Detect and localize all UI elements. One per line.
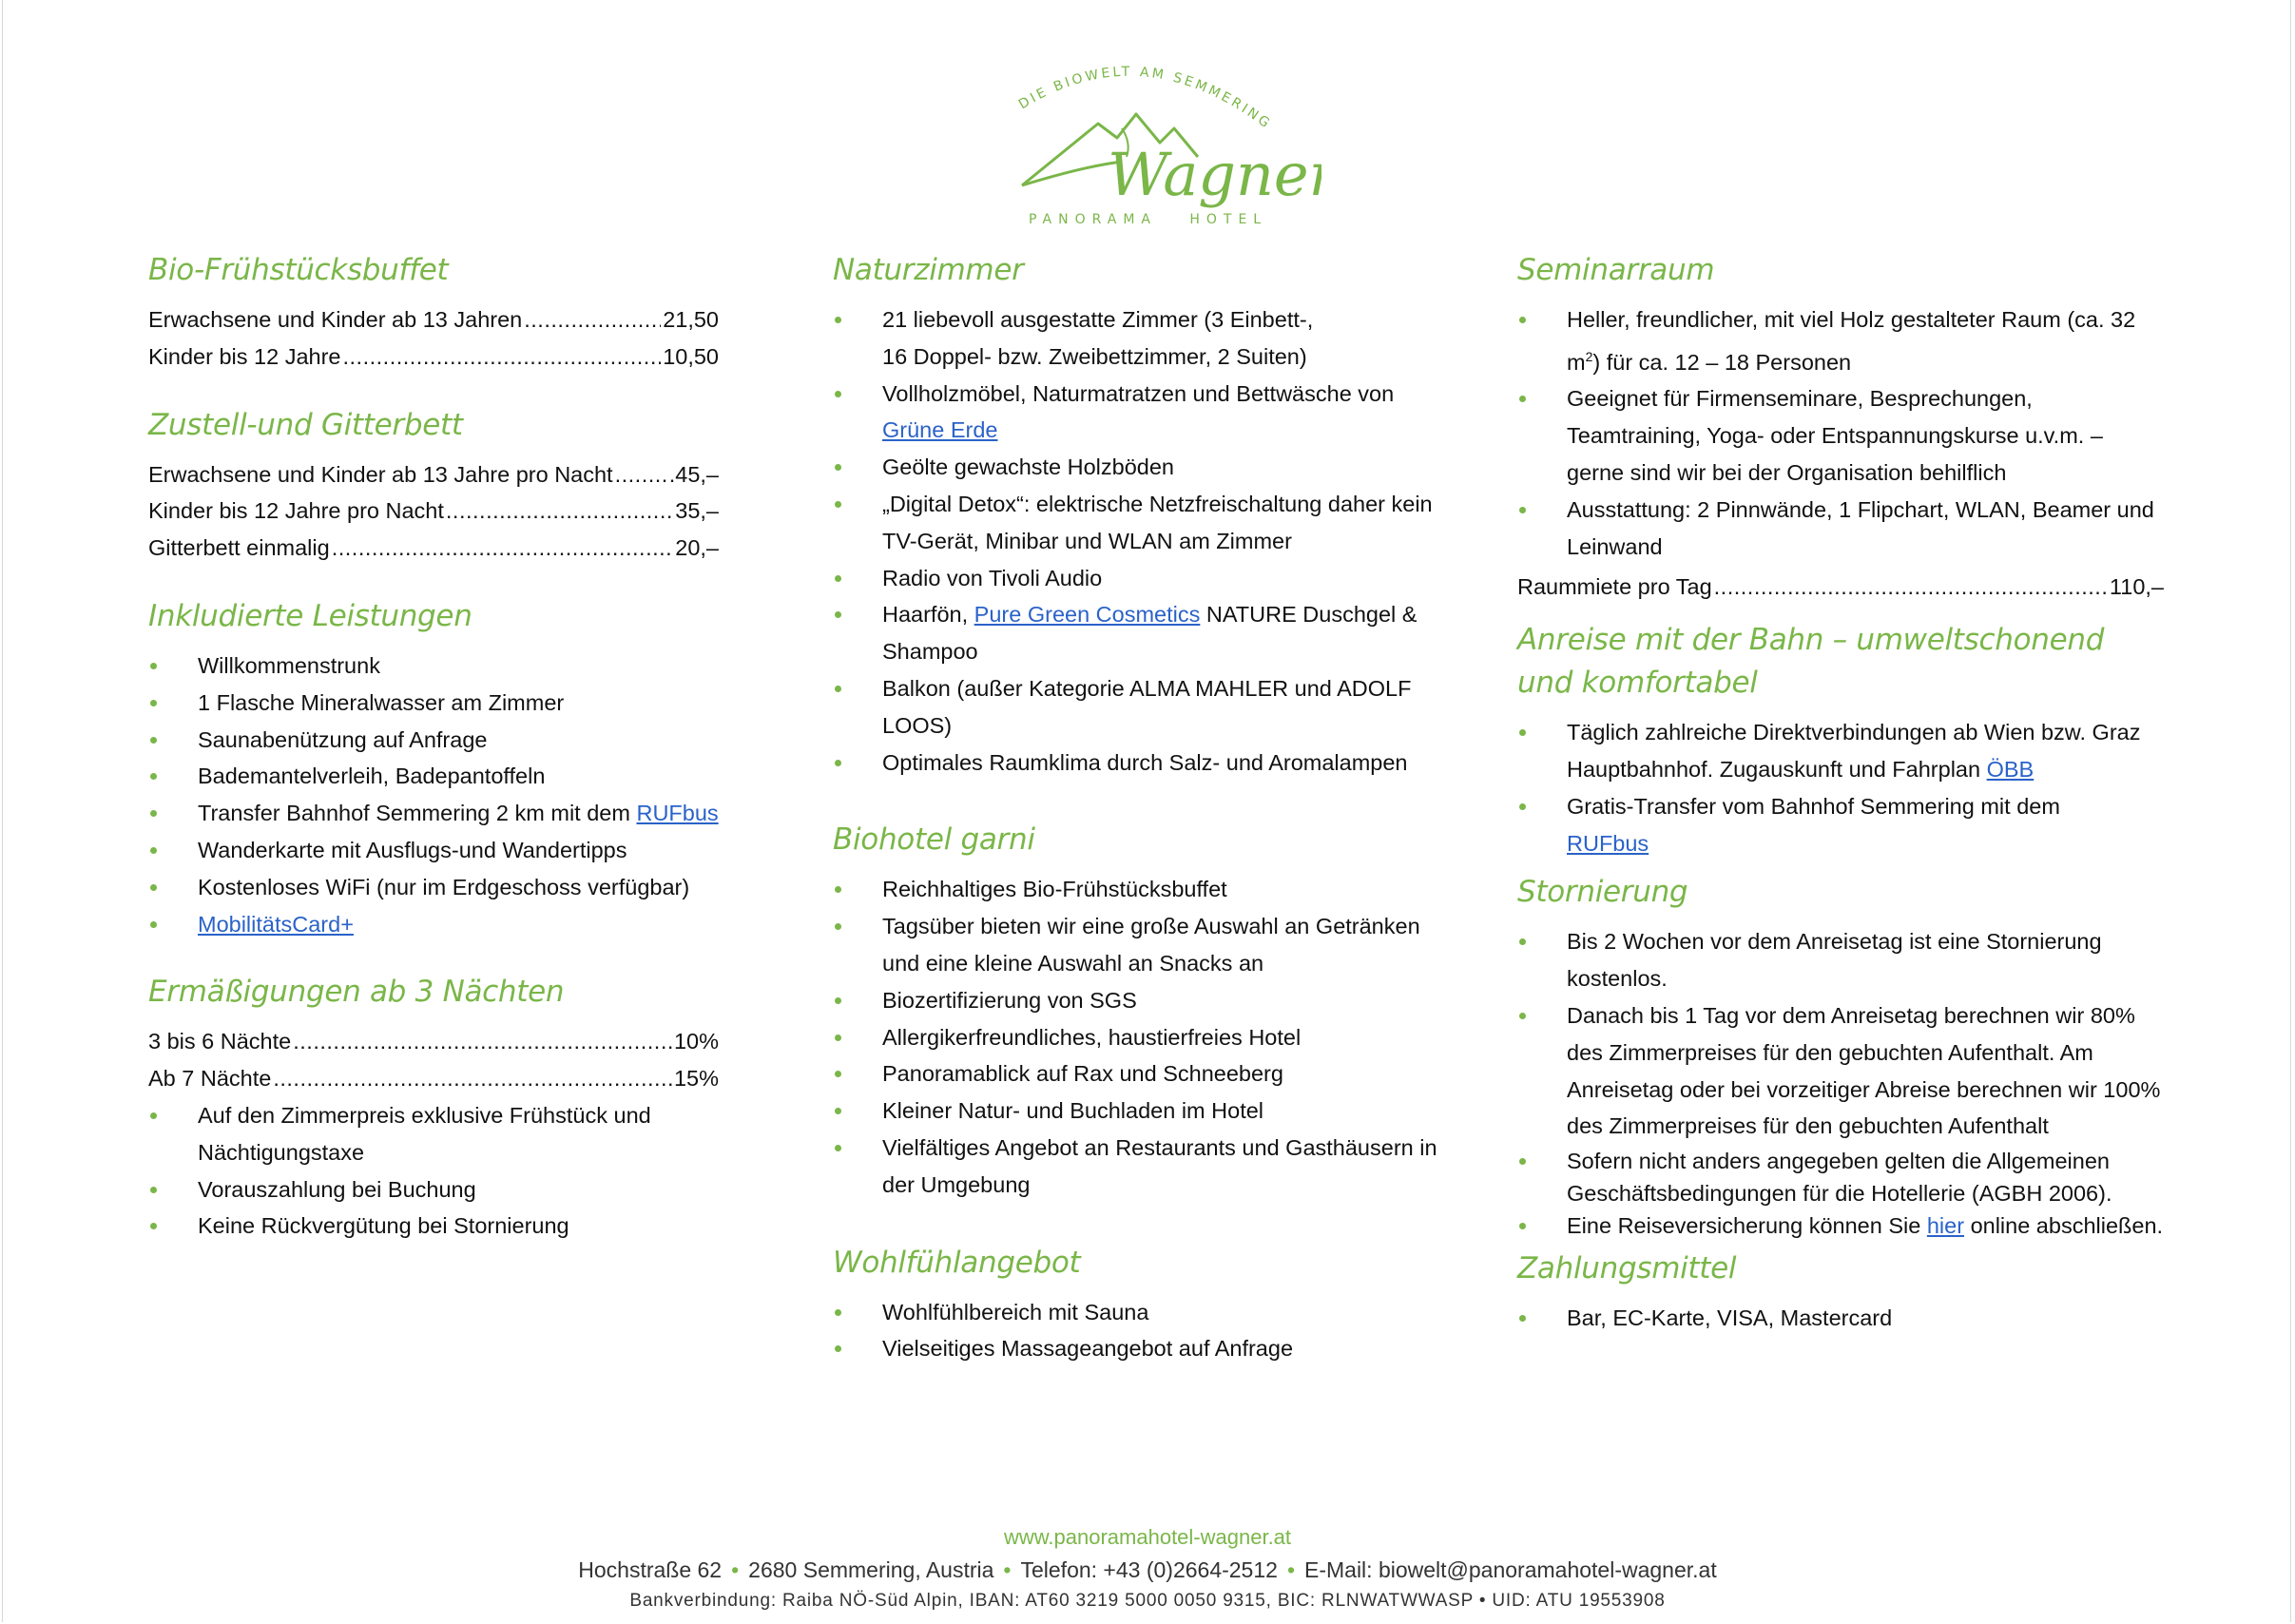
breakfast-title: Bio-Frühstücksbuffet (148, 253, 449, 287)
price-row: Raummiete pro Tag ..... 110,– (1517, 569, 2164, 606)
list-item: Geölte gewachste Holzböden (833, 449, 1451, 486)
list-item: Eine Reiseversicherung können Sie hier online abschließen. (1517, 1209, 2164, 1242)
wellness-section (833, 1242, 1451, 1368)
train-list (1517, 714, 2164, 861)
list-item: Bar, EC-Karte, VISA, Mastercard (1517, 1300, 2164, 1337)
list-item: Vielfältiges Angebot an Restaurants und Gasthäusern in der Umgebung (833, 1130, 1451, 1204)
list-item: Vollholzmöbel, Naturmatratzen und Bettwäsche von Grüne Erde (833, 376, 1451, 450)
list-item: Bademantelverleih, Badepantoffeln (148, 758, 719, 795)
list-item: Saunabenützung auf Anfrage (148, 722, 719, 759)
extra-bed-title: Zustell-und Gitterbett (148, 407, 463, 442)
pure-green-cosmetics-link[interactable]: Pure Green Cosmetics (974, 602, 1201, 628)
rooms-title: Naturzimmer (833, 253, 1024, 287)
rooms-list (833, 301, 1451, 781)
list-item: Sofern nicht anders angegeben gelten die Allgemeinen Geschäftsbedingungen für die Hotellerie (AGBH 2006). (1517, 1145, 2164, 1209)
list-item: Heller, freundlicher, mit viel Holz gestalteter Raum (ca. 32 $m^2$) für ca. 12 – 18 Personen (1517, 301, 2164, 380)
column-middle (833, 249, 1451, 1396)
list-item: Vielseitiges Massageangebot auf Anfrage (833, 1330, 1451, 1367)
list-item: Optimales Raumklima durch Salz- und Aromalampen (833, 744, 1451, 782)
wellness-list (833, 1294, 1451, 1368)
footer-bank: Bankverbindung: Raiba NÖ-Süd Alpin, IBAN: AT60 3219 5000 0050 9315, BIC: RLNWATWWASP • UID: ATU 19553908 (629, 1591, 1666, 1611)
garni-section (833, 819, 1451, 1203)
list-item: Tagsüber bieten wir eine große Auswahl an Getränken und eine kleine Auswahl an Snacks an (833, 908, 1451, 982)
train-title: Anreise mit der Bahn – umweltschonend und komfortabel (1517, 623, 2105, 701)
train-section (1517, 619, 2164, 861)
list-item: Balkon (außer Kategorie ALMA MAHLER und ADOLF LOOS) (833, 670, 1451, 744)
list-item: Ausstattung: 2 Pinnwände, 1 Flipchart, WLAN, Beamer und Leinwand (1517, 492, 2164, 566)
extra-bed-section (148, 404, 719, 567)
column-right (1517, 249, 2164, 1365)
hotel-logo (1008, 52, 1321, 238)
list-item: Reichhaltiges Bio-Frühstücksbuffet (833, 871, 1451, 908)
breakfast-section (148, 249, 719, 376)
discounts-list (148, 1097, 719, 1245)
list-item: Auf den Zimmerpreis exklusive Frühstück und Nächtigungstaxe (148, 1097, 719, 1171)
list-item: Kleiner Natur- und Buchladen im Hotel (833, 1092, 1451, 1130)
price-row: Kinder bis 12 Jahre pro Nacht ..... 35,– (148, 493, 719, 530)
column-left (148, 249, 719, 1273)
mobility-card-link[interactable]: MobilitätsCard+ (198, 911, 354, 937)
payment-section (1517, 1247, 2164, 1337)
included-title: Inkludierte Leistungen (148, 598, 472, 633)
rufbus-link[interactable]: RUFbus (1567, 830, 1649, 856)
list-item: Panoramablick auf Rax und Schneeberg (833, 1055, 1451, 1092)
seminar-title: Seminarraum (1517, 253, 1715, 287)
list-item: Keine Rückvergütung bei Stornierung (148, 1208, 719, 1245)
list-item: Wohlfühlbereich mit Sauna (833, 1294, 1451, 1331)
list-item: Transfer Bahnhof Semmering 2 km mit dem RUFbus (148, 795, 719, 832)
included-section (148, 595, 719, 942)
list-item: Haarfön, Pure Green Cosmetics NATURE Duschgel & Shampoo (833, 596, 1451, 670)
list-item: Danach bis 1 Tag vor dem Anreisetag berechnen wir 80% des Zimmerpreises für den gebuchten Aufenthalt. Am Anreisetag oder bei vorzeitiger Abreise berechnen wir 100% des Zimmerpreises für den gebuchten Aufenthalt (1517, 997, 2164, 1145)
cancel-list (1517, 923, 2164, 1145)
list-item: Biozertifizierung von SGS (833, 982, 1451, 1019)
price-row: Erwachsene und Kinder ab 13 Jahren ..... 21,50 (148, 301, 719, 338)
wellness-title: Wohlfühlangebot (833, 1245, 1081, 1280)
included-list (148, 648, 719, 942)
price-row: Erwachsene und Kinder ab 13 Jahre pro Nacht ..... .45,– (148, 456, 719, 493)
list-item: 1 Flasche Mineralwasser am Zimmer (148, 685, 719, 722)
footer-contact: Hochstraße 62 • 2680 Semmering, Austria • Telefon: +43 (0)2664-2512 • E-Mail: biowelt@panoramahotel-wagner.at (578, 1557, 1717, 1582)
logo-subtitle: PANORAMA HOTEL (1029, 212, 1268, 227)
price-row: Gitterbett einmalig ..... 20,– (148, 530, 719, 567)
cancel-list-tight (1517, 1145, 2164, 1242)
rufbus-link[interactable]: RUFbus (636, 801, 719, 826)
list-item: Täglich zahlreiche Direktverbindungen ab Wien bzw. Graz Hauptbahnhof. Zugauskunft und Fahrplan ÖBB (1517, 714, 2164, 788)
list-item: Geeignet für Firmenseminare, Besprechungen, Teamtraining, Yoga- oder Entspannungskurse u.v.m. – gerne sind wir bei der Organisation behilflich (1517, 380, 2164, 491)
list-item (148, 906, 719, 943)
list-item: Vorauszahlung bei Buchung (148, 1171, 719, 1208)
cancel-section (1517, 871, 2164, 1242)
garni-title: Biohotel garni (833, 822, 1035, 858)
footer-phone: Telefon: +43 (0)2664-2512 (1020, 1557, 1278, 1582)
list-item: Gratis-Transfer vom Bahnhof Semmering mit dem RUFbus (1517, 788, 2164, 862)
list-item: Allergikerfreundliches, haustierfreies Hotel (833, 1019, 1451, 1056)
list-item: Radio von Tivoli Audio (833, 560, 1451, 597)
footer-email[interactable]: E-Mail: biowelt@panoramahotel-wagner.at (1304, 1557, 1717, 1582)
list-item: Kostenloses WiFi (nur im Erdgeschoss verfügbar) (148, 869, 719, 906)
list-item: Wanderkarte mit Ausflugs-und Wandertipps (148, 832, 719, 869)
garni-list (833, 871, 1451, 1203)
footer-website[interactable]: www.panoramahotel-wagner.at (1003, 1525, 1292, 1549)
logo-arc-text: DIE BIOWELT AM SEMMERING (1015, 64, 1275, 133)
price-row: Ab 7 Nächte ..... 15% (148, 1060, 719, 1097)
price-row: 3 bis 6 Nächte ..... 10% (148, 1023, 719, 1060)
footer-address: Hochstraße 62 (578, 1557, 723, 1582)
cancel-title: Stornierung (1517, 875, 1688, 910)
footer-city: 2680 Semmering, Austria (748, 1557, 994, 1582)
list-item: 21 liebevoll ausgestatte Zimmer (3 Einbett-, 16 Doppel- bzw. Zweibettzimmer, 2 Suiten) (833, 301, 1451, 376)
rooms-section (833, 249, 1451, 781)
payment-list (1517, 1300, 2164, 1337)
list-item: „Digital Detox“: elektrische Netzfreischaltung daher kein TV-Gerät, Minibar und WLAN am Zimmer (833, 486, 1451, 560)
payment-title: Zahlungsmittel (1517, 1251, 1737, 1286)
gruene-erde-link[interactable]: Grüne Erde (882, 417, 998, 443)
seminar-list (1517, 301, 2164, 565)
discounts-title: Ermäßigungen ab 3 Nächten (148, 975, 565, 1010)
seminar-section (1517, 249, 2164, 606)
svg-text:DIE BIOWELT AM SEMMERING (1016, 65, 1275, 133)
logo-brand: Wagner (1108, 140, 1321, 209)
discounts-section (148, 971, 719, 1245)
price-row: Kinder bis 12 Jahre ..... 10,50 (148, 338, 719, 376)
list-item: Bis 2 Wochen vor dem Anreisetag ist eine Stornierung kostenlos. (1517, 923, 2164, 997)
oebb-link[interactable]: ÖBB (1986, 757, 2035, 782)
list-item: Willkommenstrunk (148, 648, 719, 685)
insurance-link[interactable]: hier (1926, 1213, 1965, 1239)
